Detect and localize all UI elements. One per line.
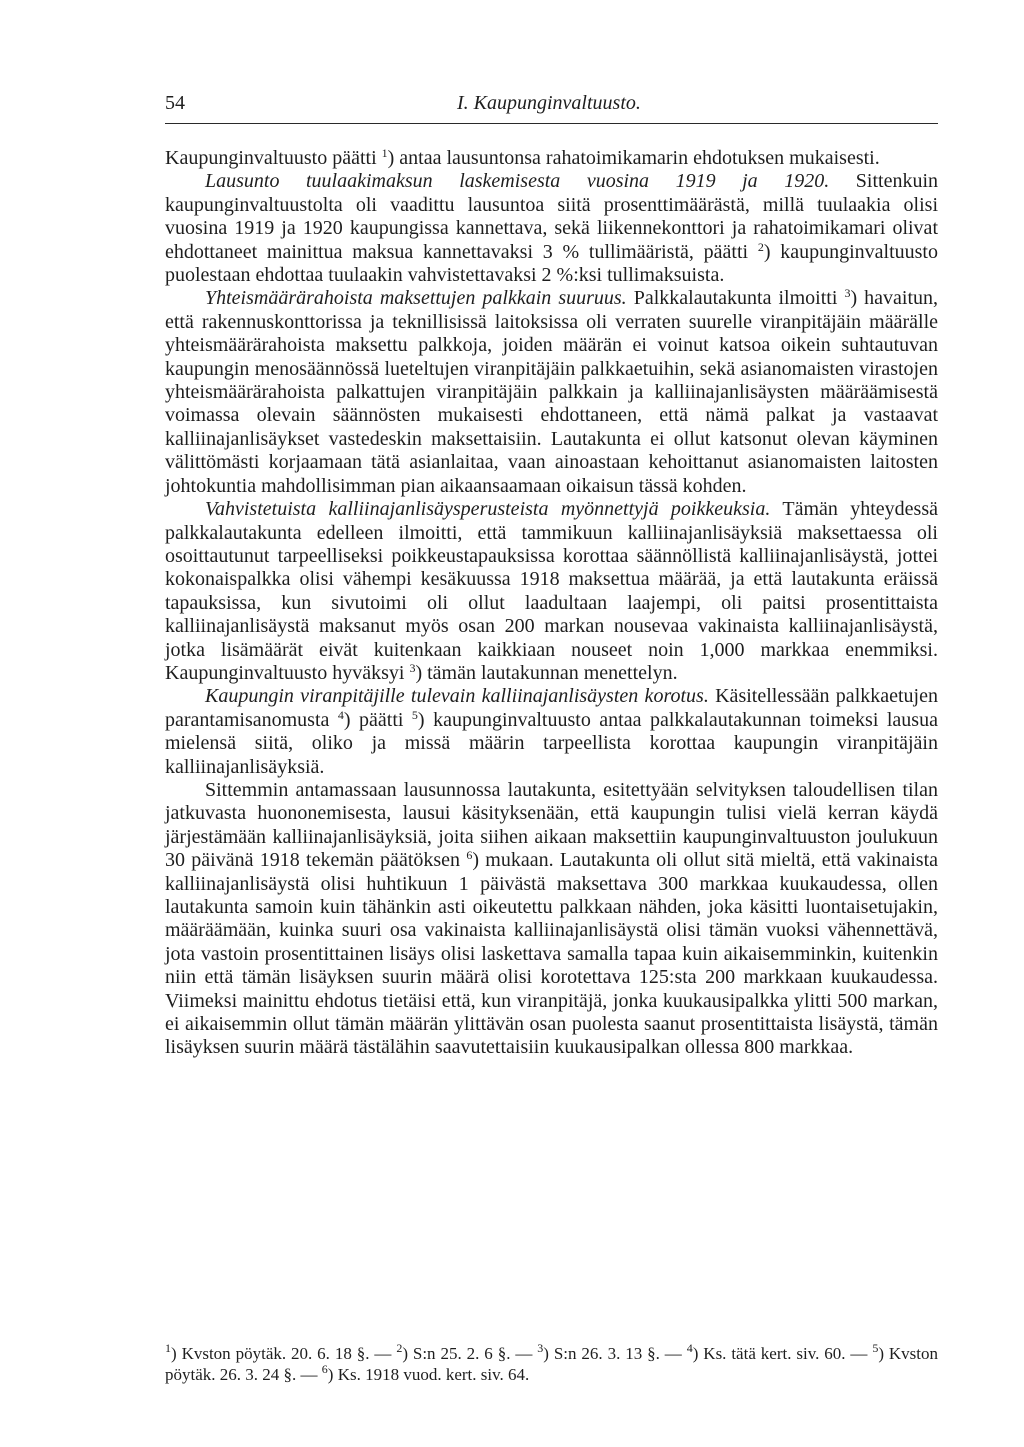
section-heading: Kaupungin viranpitäjille tulevain kalliinajanlisäysten korotus. [205, 685, 709, 708]
text-run: ) havaitun, että rakennuskonttorissa ja teknillisissä laitoksissa oli verraten suurelle viranpitäjäin määrälle yhteismäärärahoista maksettu palkkoja, joiden määrän ei voinut katsoa oikein suhtautuvan kaupungin menosäännössä lueteltujen viranpitäjäin palkkaetuihin, sekä asianomaisten virastojen yhteismäärärahoista palkattujen viranpitäjäin palkkain ja kalliinajanlisäysten määräämisestä voimassa olevain säännösten mukaisesti ehdottaneen, että nämä palkat ja vastaavat kalliinajanlisäykset vastedeskin maksettaisiin. Lautakunta ei ollut katsonut olevan käyminen välittömästi korjaamaan tätä asianlaitaa, vaan ainoastaan kehoittanut asianomaisten laitosten johtokuntia mahdollisimman pian aikaansaamaan oikaisun tässä kohden. [165, 287, 939, 497]
section-heading: Lausunto tuulaakimaksun laskemisesta vuosina 1919 ja 1920. [205, 170, 830, 193]
paragraph [165, 498, 938, 685]
body-text [165, 147, 938, 1060]
footnote-ref: 2 [396, 1341, 403, 1355]
text-run: ) tämän lautakunnan menettelyn. [415, 661, 678, 684]
text-run: ) S:n 26. 3. 13 §. — [543, 1344, 687, 1363]
footnote-ref: 6 [466, 848, 473, 863]
paragraph [165, 287, 938, 498]
text-run: Sittenkuin kaupunginvaltuustolta oli vaadittu lausuntoa siitä prosenttimäärästä, millä tuulaakia olisi vuosina 1919 ja 1920 kaupungissa kannettava, sekä liikennekonttori ja rahatoimikamari olivat ehdottaneet mainittua maksua kannettavaksi 3 % tullimääristä, päätti [165, 170, 939, 263]
paragraph [165, 170, 938, 287]
header-rule [165, 123, 938, 124]
text-run: ) mukaan. Lautakunta oli ollut sitä mieltä, että vakinaista kalliinajanlisäystä olisi huhtikuun 1 päivästä maksettava 300 markkaa kuukaudessa, ollen lautakunta samoin kuin tähänkin asti oikeutettu palkkaan nähden, joka käsitti luontaisetujakin, määräämään, kuinka suuri osa vakinaista kalliinajanlisäystä olisi tämän vuoksi vähennettävä, jota vastoin prosentittainen lisäys olisi laskettava samalla tapaa kuin aikaisemminkin, kuitenkin niin että tämän lisäyksen suurin määrä olisi korotettava 125:sta 200 markkaan kuukaudessa. Viimeksi mainittu ehdotus tietäisi että, kun viranpitäjä, jonka kuukausipalkka ylitti 500 markan, ei aikaisemmin ollut tämän määrän ylittävän osan puolesta saanut prosentittaista lisäystä, tämän lisäyksen suurin määrä tästälähin saavutettaisiin kuukausipalkan ollessa 800 markkaa. [165, 849, 939, 1059]
text-run: ) Kvston pöytäk. 26. 3. 24 §. — [165, 1344, 939, 1384]
footnote-ref: 3 [409, 660, 416, 675]
text-run: ) Kvston pöytäk. 20. 6. 18 §. — [171, 1344, 397, 1363]
footnote-ref: 2 [757, 239, 764, 254]
section-heading: Yhteismäärärahoista maksettujen palkkain suuruus. [205, 287, 627, 310]
footnote-ref: 1 [381, 146, 388, 160]
running-header [165, 92, 938, 122]
text-run: Palkkalautakunta ilmoitti [626, 287, 845, 310]
text-run: ) S:n 25. 2. 6 §. — [402, 1344, 538, 1363]
section-title: I. Kaupunginvaltuusto. [457, 92, 641, 114]
footnote-ref: 3 [844, 286, 851, 301]
text-run: Sittemmin antamassaan lausunnossa lautakunta, esitettyään selvityksen taloudellisen tilan jatkuvasta huononemisesta, lausui käsityksenään, että kaupungin tulisi vielä kerran käydä järjestämään kalliinajanlisäyksiä, joita siihen aikaan maksettiin kaupunginvaltuuston joulukuun 30 päivänä 1918 tekemän päätöksen [165, 778, 938, 872]
paragraph [165, 147, 938, 170]
footnote-ref: 4 [686, 1341, 693, 1355]
footnotes [165, 1343, 938, 1385]
footnote-ref: 5 [872, 1341, 879, 1355]
footnote-ref: 4 [337, 707, 344, 722]
text-run: ) Ks. 1918 vuod. kert. siv. 64. [327, 1365, 530, 1384]
text-run: ) antaa lausuntonsa rahatoimikamarin ehdotuksen mukaisesti. [387, 147, 880, 169]
text-run: Tämän yhteydessä palkkalautakunta edelleen ilmoitti, että tammikuun kalliinajanlisäyksiä maksettaessa oli osoittautunut tarpeelliseksi poikkeustapauksissa korottaa säännöllistä kalliinajanlisäystä, jottei kokonaispalkka olisi vähempi kesäkuussa 1918 maksettua määrää, ja että lautakunta eräissä tapauksissa, kun sivutoimi oli ollut laadultaan laajempi, oli paitsi prosentittaista kalliinajanlisäystä maksanut myös osan 200 markan nousevaa vakinaista kalliinajanlisäystä, jotka lisämäärät eivät kuitenkaan kaikkiaan nouseet noin 1,000 markkaa enemmiksi. Kaupunginvaltuusto hyväksyi [165, 498, 938, 684]
footnote-ref: 1 [165, 1341, 171, 1355]
text-run: ) kaupunginvaltuusto puolestaan ehdottaa tuulaakin vahvistettavaksi 2 %:ksi tullimaksuista. [165, 240, 938, 287]
text-run: Kaupunginvaltuusto päätti [165, 147, 382, 169]
section-heading: Vahvistetuista kalliinajanlisäysperusteista myönnettyjä poikkeuksia. [205, 498, 771, 521]
text-run: ) Ks. tätä kert. siv. 60. — [692, 1344, 873, 1363]
text-run: ) kaupunginvaltuusto antaa palkkalautakunnan toimeksi lausua mielensä siitä, oliko ja missä määrin tarpeellista korottaa kaupungin viranpitäjäin kalliinajanlisäyksiä. [165, 708, 938, 778]
paragraph [165, 685, 938, 779]
text-run: Käsitellessään palkkaetujen parantamisanomusta [165, 685, 938, 731]
footnote-ref: 5 [411, 707, 418, 722]
footnote-ref: 3 [537, 1341, 544, 1355]
footnote-line [165, 1343, 938, 1385]
text-run: ) päätti [343, 708, 412, 731]
page-number: 54 [165, 92, 185, 114]
footnote-ref: 6 [321, 1362, 328, 1376]
paragraph [165, 779, 938, 1060]
